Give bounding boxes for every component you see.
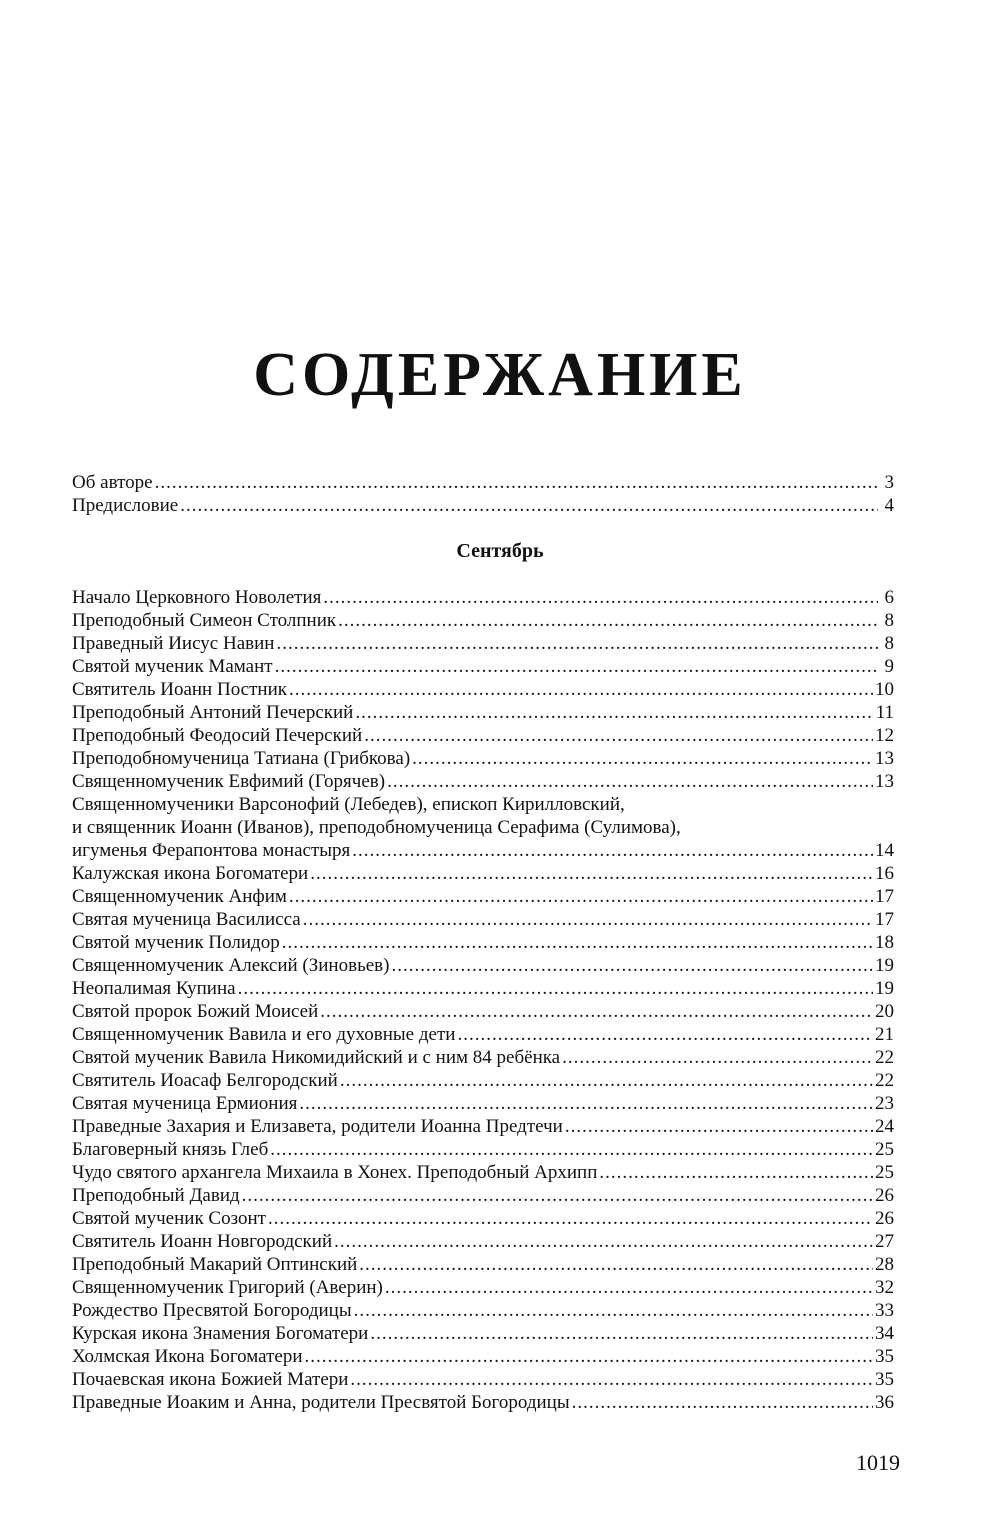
toc-entry-page: 14 (875, 840, 894, 861)
toc-entry-page: 26 (875, 1185, 894, 1206)
toc-entry-page: 13 (875, 771, 894, 792)
toc-entry (72, 1345, 894, 1368)
toc-entry-title: Преподобный Феодосий Печерский (72, 725, 363, 746)
toc-entry-title: Праведный Иисус Навин (72, 633, 275, 654)
toc-entry-page: 24 (875, 1116, 894, 1137)
toc-entry-line: игуменья Ферапонтова монастыря (72, 840, 351, 861)
section-heading: Сентябрь (456, 540, 544, 562)
toc-entry-line: и священник Иоанн (Иванов), преподобномученица Серафима (Сулимова), (72, 817, 681, 838)
toc-entry-title: Священномученик Анфим (72, 886, 287, 907)
toc-entry-title: Чудо святого архангела Михаила в Хонех. Преподобный Архипп (72, 1162, 598, 1183)
toc-entry-title: Преподобный Антоний Печерский (72, 702, 354, 723)
toc-entry (72, 1023, 894, 1046)
toc-entry-page: 9 (884, 656, 894, 677)
toc-entry (72, 793, 894, 862)
leader-dots (385, 1276, 873, 1299)
toc-entry-title: Преподобный Давид (72, 1185, 240, 1206)
leader-dots (276, 632, 878, 655)
leader-dots (323, 586, 878, 609)
leader-dots (242, 1184, 873, 1207)
toc-entry-page: 8 (884, 610, 894, 631)
toc-entry-line: Священномученики Варсонофий (Лебедев), епископ Кирилловский, (72, 794, 625, 815)
toc-entry-title: Святой мученик Полидор (72, 932, 280, 953)
leader-dots (180, 494, 878, 517)
toc-entry-title: Об авторе (72, 472, 153, 493)
toc-entry-title: Святой мученик Вавила Никомидийский и с ним 84 ребёнка (72, 1047, 561, 1068)
toc-entry-title: Благоверный князь Глеб (72, 1139, 269, 1160)
toc-entry (72, 1322, 894, 1345)
toc-entry (72, 1299, 894, 1322)
toc-entry (72, 1230, 894, 1253)
toc-entry-title: Святой пророк Божий Моисей (72, 1001, 319, 1022)
toc-entry-page: 6 (884, 587, 894, 608)
toc-entries (72, 586, 894, 1414)
toc-entry (72, 1184, 894, 1207)
toc-entry-title: Преподобномученица Татиана (Грибкова) (72, 748, 411, 769)
toc-entry (72, 1092, 894, 1115)
toc-front-matter (72, 471, 894, 517)
toc-entry-title: Священномученик Вавила и его духовные дети (72, 1024, 456, 1045)
toc-entry-title: Преподобный Макарий Оптинский (72, 1254, 358, 1275)
leader-dots (572, 1391, 873, 1414)
leader-dots (334, 1230, 873, 1253)
toc-entry (72, 931, 894, 954)
toc-entry (72, 1368, 894, 1391)
toc-entry (72, 770, 894, 793)
toc-entry (72, 1069, 894, 1092)
leader-dots (268, 1207, 873, 1230)
leader-dots (275, 655, 878, 678)
toc-entry (72, 862, 894, 885)
toc-entry-page: 17 (875, 886, 894, 907)
toc-entry-page: 10 (875, 679, 894, 700)
toc-entry-title: Святая мученица Василисса (72, 909, 301, 930)
leader-dots (370, 1322, 873, 1345)
leader-dots (355, 701, 873, 724)
toc-entry-page: 19 (875, 955, 894, 976)
leader-dots (303, 908, 873, 931)
toc-entry-page: 11 (875, 702, 894, 723)
toc-entry-title: Праведные Захария и Елизавета, родители Иоанна Предтечи (72, 1116, 563, 1137)
toc-entry-page: 19 (875, 978, 894, 999)
toc-entry-title: Святой мученик Мамант (72, 656, 273, 677)
toc-entry (72, 494, 894, 517)
leader-dots (412, 747, 873, 770)
toc-entry (72, 1161, 894, 1184)
toc-entry-title: Начало Церковного Новолетия (72, 587, 322, 608)
toc-entry-page: 26 (875, 1208, 894, 1229)
toc-entry-page: 35 (875, 1346, 894, 1367)
toc-entry (72, 1276, 894, 1299)
leader-dots (282, 931, 873, 954)
toc-entry-title: Священномученик Алексий (Зиновьев) (72, 955, 390, 976)
toc-entry (72, 1000, 894, 1023)
toc-entry (72, 908, 894, 931)
leader-dots (340, 1069, 873, 1092)
toc-entry-page: 25 (875, 1162, 894, 1183)
toc-entry-title: Рождество Пресвятой Богородицы (72, 1300, 352, 1321)
toc-entry-title: Почаевская икона Божией Матери (72, 1369, 349, 1390)
toc-entry-page: 3 (884, 472, 894, 493)
page-number: 1019 (856, 1450, 900, 1475)
leader-dots (599, 1161, 873, 1184)
toc-entry-title: Святитель Иоанн Постник (72, 679, 287, 700)
toc-entry-page: 20 (875, 1001, 894, 1022)
page-title: СОДЕРЖАНИЕ (253, 341, 747, 409)
toc-entry-page: 13 (875, 748, 894, 769)
leader-dots (289, 678, 873, 701)
toc-entry-page: 16 (875, 863, 894, 884)
leader-dots (305, 1345, 873, 1368)
toc-entry-title: Неопалимая Купина (72, 978, 236, 999)
leader-dots (387, 770, 873, 793)
toc-entry-page: 12 (875, 725, 894, 746)
toc-entry (72, 724, 894, 747)
toc-entry-page: 33 (875, 1300, 894, 1321)
toc-entry-title: Холмская Икона Богоматери (72, 1346, 303, 1367)
toc-entry-page: 27 (875, 1231, 894, 1252)
toc-entry (72, 977, 894, 1000)
leader-dots (565, 1115, 873, 1138)
toc-entry-title: Святитель Иоанн Новгородский (72, 1231, 333, 1252)
toc-entry-page: 17 (875, 909, 894, 930)
leader-dots (299, 1092, 873, 1115)
leader-dots (354, 1299, 873, 1322)
toc-entry-page: 22 (875, 1070, 894, 1091)
leader-dots (289, 885, 873, 908)
toc-entry (72, 1115, 894, 1138)
toc-entry-page: 4 (884, 495, 894, 516)
toc-entry-page: 25 (875, 1139, 894, 1160)
toc-entry (72, 1207, 894, 1230)
toc-entry-title: Калужская икона Богоматери (72, 863, 309, 884)
leader-dots (270, 1138, 873, 1161)
toc-entry (72, 1253, 894, 1276)
leader-dots (310, 862, 873, 885)
toc-entry (72, 678, 894, 701)
leader-dots (155, 471, 878, 494)
toc-entry-page: 21 (875, 1024, 894, 1045)
leader-dots (391, 954, 873, 977)
toc-entry-title: Священномученик Евфимий (Горячев) (72, 771, 386, 792)
toc-entry-title: Святая мученица Ермиония (72, 1093, 298, 1114)
leader-dots (352, 839, 873, 862)
toc-entry-title: Предисловие (72, 495, 179, 516)
toc-entry-page: 35 (875, 1369, 894, 1390)
toc-entry-page: 32 (875, 1277, 894, 1298)
toc-entry-page: 28 (875, 1254, 894, 1275)
toc-entry (72, 471, 894, 494)
toc-entry (72, 586, 894, 609)
toc-entry-page: 36 (875, 1392, 894, 1413)
leader-dots (238, 977, 873, 1000)
toc-entry-page: 8 (884, 633, 894, 654)
toc-entry-title: Святой мученик Созонт (72, 1208, 266, 1229)
toc-entry (72, 632, 894, 655)
toc-entry-title: Святитель Иоасаф Белгородский (72, 1070, 338, 1091)
toc-entry (72, 701, 894, 724)
leader-dots (359, 1253, 873, 1276)
toc-entry (72, 1138, 894, 1161)
leader-dots (364, 724, 873, 747)
leader-dots (457, 1023, 873, 1046)
toc-entry-title: Преподобный Симеон Столпник (72, 610, 337, 631)
toc-entry (72, 655, 894, 678)
leader-dots (562, 1046, 873, 1069)
toc-entry-page: 22 (875, 1047, 894, 1068)
toc-entry-title: Священномученик Григорий (Аверин) (72, 1277, 383, 1298)
toc-entry-title: Праведные Иоаким и Анна, родители Пресвятой Богородицы (72, 1392, 570, 1413)
leader-dots (320, 1000, 873, 1023)
leader-dots (338, 609, 878, 632)
toc-entry-page: 18 (875, 932, 894, 953)
toc-entry (72, 1046, 894, 1069)
toc-entry-page: 23 (875, 1093, 894, 1114)
toc-entry-page: 34 (875, 1323, 894, 1344)
toc-entry-title: Курская икона Знамения Богоматери (72, 1323, 369, 1344)
toc-entry (72, 1391, 894, 1414)
toc-entry (72, 747, 894, 770)
toc-entry (72, 609, 894, 632)
toc-entry (72, 954, 894, 977)
toc-entry (72, 885, 894, 908)
leader-dots (350, 1368, 873, 1391)
